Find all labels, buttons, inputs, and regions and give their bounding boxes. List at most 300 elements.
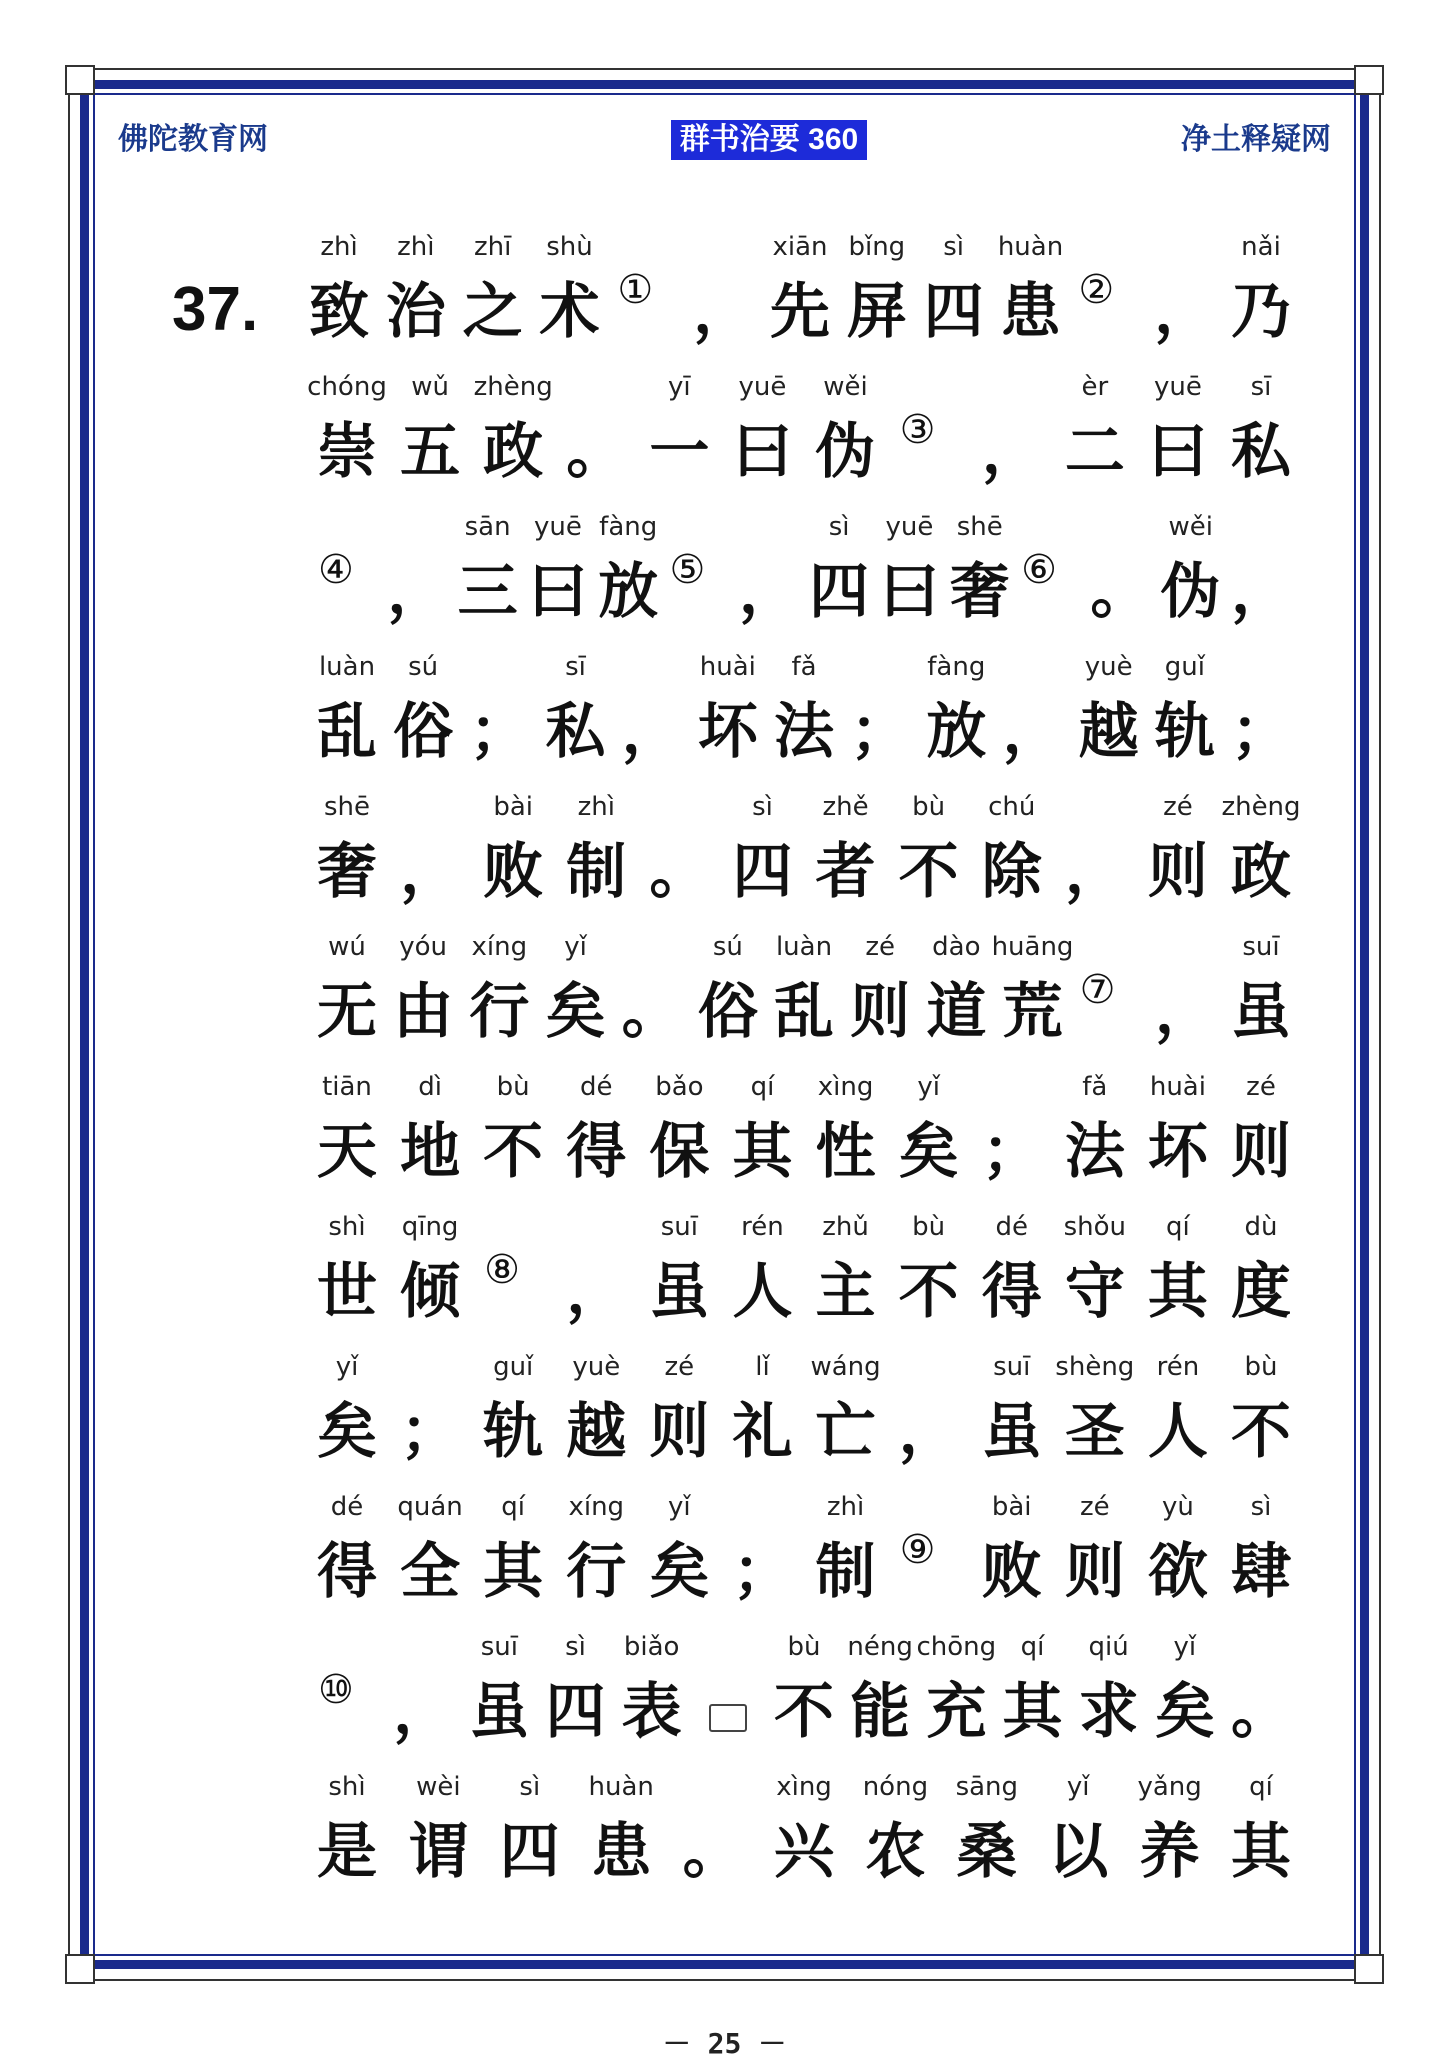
hanzi: 一	[649, 417, 710, 487]
hanzi-token	[941, 510, 1019, 650]
hanzi: 奢	[317, 837, 377, 907]
hanzi: 以	[1048, 1817, 1109, 1887]
pinyin: shē	[323, 792, 371, 822]
hanzi: 则	[1064, 1537, 1125, 1607]
hanzi: 之	[462, 277, 523, 347]
footnote-marker	[660, 510, 738, 650]
hanzi: 矣	[317, 1397, 377, 1467]
hanzi: 养	[1139, 1817, 1200, 1887]
header-book-title: 群书治要 360	[671, 120, 867, 160]
pinyin: bù	[496, 1072, 530, 1102]
hanzi-token	[308, 790, 386, 930]
text-line	[0, 1070, 1449, 1210]
hanzi: 政	[1231, 837, 1291, 907]
pinyin: rén	[741, 1212, 784, 1242]
text-line	[0, 1350, 1449, 1490]
pinyin: sì	[1250, 1492, 1272, 1522]
hanzi: 荒	[1002, 977, 1063, 1047]
hanzi: 是	[317, 1817, 377, 1887]
hanzi: 曰	[879, 557, 940, 627]
pinyin: suī	[480, 1632, 518, 1662]
text-line	[0, 790, 1449, 930]
hanzi: 屏	[846, 277, 907, 347]
hanzi: 败	[483, 837, 544, 907]
hanzi: 其	[1147, 1257, 1208, 1327]
punctuation-mark: ，	[387, 557, 448, 627]
hanzi: 三	[457, 557, 518, 627]
box-glyph	[689, 1672, 767, 1752]
hanzi: 保	[649, 1117, 710, 1187]
hanzi-token	[613, 1630, 691, 1770]
pinyin: yī	[668, 372, 691, 402]
hanzi: 乱	[774, 977, 834, 1047]
hanzi: 坏	[697, 697, 758, 767]
footnote-marker	[308, 1630, 386, 1770]
pinyin: wěi	[1168, 512, 1213, 542]
pinyin: suī	[1242, 932, 1280, 962]
hanzi: 伪	[1160, 557, 1221, 627]
pinyin: sì	[828, 512, 850, 542]
hanzi: 度	[1231, 1257, 1291, 1327]
hanzi-token	[1222, 230, 1300, 370]
pinyin: huài	[1149, 1072, 1206, 1102]
pinyin: sú	[712, 932, 743, 962]
hanzi: 四	[923, 277, 984, 347]
hanzi: 其	[1002, 1677, 1063, 1747]
punctuation-mark: 。	[649, 837, 710, 907]
hanzi: 越	[1078, 697, 1139, 767]
hanzi: 其	[732, 1117, 793, 1187]
pinyin: fǎ	[1082, 1072, 1108, 1102]
pinyin: guǐ	[493, 1352, 534, 1382]
punctuation-mark: ，	[1231, 557, 1291, 627]
pinyin: fǎ	[791, 652, 817, 682]
text-line	[0, 1630, 1449, 1770]
footnote-marker	[1070, 930, 1148, 1070]
pinyin: qīng	[401, 1212, 459, 1242]
hanzi: 乱	[317, 697, 377, 767]
punctuation-mark: ；	[400, 1397, 461, 1467]
hanzi: 地	[400, 1117, 461, 1187]
punctuation-mark: 。	[1090, 557, 1151, 627]
hanzi: 制	[815, 1537, 876, 1607]
pinyin: qí	[501, 1492, 526, 1522]
pinyin: wěi	[823, 372, 868, 402]
hanzi: 不	[898, 1257, 959, 1327]
punctuation	[1222, 1630, 1300, 1770]
pinyin: zhèng	[473, 372, 553, 402]
hanzi: 术	[539, 277, 600, 347]
pinyin: zé	[865, 932, 895, 962]
hanzi: 矣	[1154, 1677, 1215, 1747]
entry-number: 37.	[172, 275, 259, 344]
hanzi: 政	[483, 417, 544, 487]
pinyin: zé	[1163, 792, 1193, 822]
text-line	[0, 1210, 1449, 1350]
hanzi: 倾	[400, 1257, 461, 1327]
header-right-site-name: 净土释疑网	[1181, 123, 1331, 156]
hanzi: 其	[1231, 1817, 1291, 1887]
hanzi: 圣	[1064, 1397, 1125, 1467]
pinyin: néng	[847, 1632, 913, 1662]
hanzi: 曰	[732, 417, 793, 487]
pinyin: zhě	[822, 792, 869, 822]
hanzi: 人	[1147, 1397, 1208, 1467]
hanzi: 道	[926, 977, 987, 1047]
hanzi: 四	[545, 1677, 606, 1747]
hanzi-token	[1146, 1630, 1224, 1770]
hanzi: 制	[566, 837, 627, 907]
footnote-number: ⑤	[669, 547, 706, 593]
pinyin: chú	[988, 792, 1036, 822]
pinyin: bǐng	[848, 232, 906, 262]
hanzi: 得	[981, 1257, 1042, 1327]
pinyin: bù	[912, 1212, 946, 1242]
hanzi: 者	[815, 837, 876, 907]
hanzi-token	[890, 1070, 968, 1210]
hanzi: 败	[981, 1537, 1042, 1607]
footnote-number: ⑩	[318, 1667, 354, 1713]
punctuation-mark: ，	[1064, 837, 1125, 907]
pinyin: zé	[664, 1352, 695, 1382]
punctuation-mark: ；	[981, 1117, 1042, 1187]
pinyin: shì	[328, 1212, 366, 1242]
punctuation-mark: ，	[738, 557, 799, 627]
pinyin: yù	[1161, 1492, 1194, 1522]
pinyin: yǎng	[1137, 1772, 1202, 1802]
hanzi: 放	[598, 557, 659, 627]
hanzi: 得	[317, 1537, 377, 1607]
hanzi-token	[1222, 1490, 1300, 1630]
punctuation-mark: ，	[898, 1397, 959, 1467]
hanzi: 崇	[317, 417, 377, 487]
pinyin: yóu	[399, 932, 448, 962]
hanzi: 先	[770, 277, 830, 347]
hanzi: 放	[926, 697, 987, 767]
pinyin: suī	[660, 1212, 698, 1242]
text-line	[0, 650, 1449, 790]
pinyin: zhì	[320, 232, 358, 262]
pinyin: dào	[932, 932, 981, 962]
hanzi: 患	[1000, 277, 1061, 347]
pinyin: yuē	[738, 372, 787, 402]
pinyin: èr	[1081, 372, 1109, 402]
pinyin: zhī	[473, 232, 512, 262]
hanzi: 其	[483, 1537, 544, 1607]
pinyin: sì	[519, 1772, 541, 1802]
punctuation-mark: ；	[1231, 697, 1291, 767]
pinyin: zé	[1079, 1492, 1110, 1522]
hanzi-token	[1222, 930, 1300, 1070]
punctuation-mark: ，	[1154, 977, 1215, 1047]
hanzi: 法	[774, 697, 834, 767]
pinyin: xíng	[568, 1492, 625, 1522]
hanzi: 轨	[1154, 697, 1215, 767]
hanzi: 私	[545, 697, 606, 767]
pinyin: nóng	[862, 1772, 929, 1802]
pinyin: bù	[787, 1632, 821, 1662]
hanzi: 致	[309, 277, 369, 347]
hanzi: 求	[1078, 1677, 1139, 1747]
pinyin: yǐ	[917, 1072, 940, 1102]
pinyin: shǒu	[1063, 1212, 1127, 1242]
hanzi: 不	[483, 1117, 544, 1187]
punctuation-mark: 。	[682, 1817, 743, 1887]
hanzi: 虽	[649, 1257, 710, 1327]
punctuation-mark: ；	[469, 697, 530, 767]
hanzi: 坏	[1147, 1117, 1208, 1187]
hanzi: 礼	[732, 1397, 793, 1467]
punctuation	[1222, 650, 1300, 790]
hanzi: 则	[850, 977, 911, 1047]
pinyin: lǐ	[755, 1352, 770, 1382]
pinyin: dù	[1244, 1212, 1278, 1242]
hanzi: 四	[732, 837, 793, 907]
pinyin: xìng	[817, 1072, 874, 1102]
hanzi-token	[765, 650, 843, 790]
hanzi: 奢	[949, 557, 1010, 627]
pinyin: yǐ	[1173, 1632, 1197, 1662]
hanzi-token	[807, 1490, 885, 1630]
hanzi: 肆	[1231, 1537, 1291, 1607]
footnote-number: ⑨	[899, 1527, 936, 1573]
hanzi-token	[1222, 1350, 1300, 1490]
footnote-number: ⑥	[1021, 547, 1057, 593]
hanzi: 不	[774, 1677, 834, 1747]
pinyin: yuè	[572, 1352, 621, 1382]
hanzi: 虽	[981, 1397, 1042, 1467]
pinyin: shèng	[1055, 1352, 1135, 1382]
hanzi-token	[537, 930, 615, 1070]
pinyin: yuē	[885, 512, 934, 542]
punctuation-mark: ，	[400, 837, 461, 907]
hanzi: 曰	[527, 557, 588, 627]
pinyin: tiān	[322, 1072, 372, 1102]
pinyin: huàn	[997, 232, 1064, 262]
hanzi: 全	[400, 1537, 461, 1607]
pinyin: xíng	[471, 932, 528, 962]
pinyin: fàng	[927, 652, 986, 682]
punctuation-mark: ，	[981, 417, 1042, 487]
hanzi: 则	[1231, 1117, 1291, 1187]
pinyin: shì	[328, 1772, 366, 1802]
pinyin: qí	[1020, 1632, 1045, 1662]
pinyin: bǎo	[655, 1072, 704, 1102]
hanzi-token	[582, 1770, 660, 1910]
text-line	[0, 510, 1449, 650]
hanzi-token	[1222, 1210, 1300, 1350]
pinyin: rén	[1156, 1352, 1200, 1382]
pinyin: bù	[912, 792, 946, 822]
punctuation-mark: ，	[693, 277, 754, 347]
hanzi: 亡	[815, 1397, 876, 1467]
pinyin: dé	[330, 1492, 364, 1522]
pinyin: luàn	[318, 652, 376, 682]
punctuation-mark: ，	[566, 1257, 627, 1327]
hanzi: 欲	[1147, 1537, 1208, 1607]
hanzi-token	[1146, 650, 1224, 790]
hanzi: 主	[815, 1257, 876, 1327]
hanzi-token	[973, 790, 1051, 930]
page-number: － 25 －	[662, 2027, 787, 2060]
pinyin: dé	[580, 1072, 613, 1102]
hanzi: 法	[1064, 1117, 1125, 1187]
footnote-number: ⑧	[484, 1247, 521, 1293]
hanzi: 曰	[1147, 417, 1208, 487]
hanzi-token	[991, 930, 1074, 1070]
corner-ornament	[65, 65, 95, 95]
hanzi: 越	[566, 1397, 627, 1467]
pinyin: sān	[464, 512, 511, 542]
hanzi: 私	[1231, 417, 1291, 487]
corner-ornament	[1354, 65, 1384, 95]
hanzi: 兴	[774, 1817, 834, 1887]
hanzi: 能	[850, 1677, 911, 1747]
hanzi-token	[917, 650, 995, 790]
pinyin: qiú	[1088, 1632, 1129, 1662]
pinyin: qí	[1249, 1772, 1273, 1802]
pinyin: huàn	[588, 1772, 654, 1802]
pinyin: qí	[750, 1072, 775, 1102]
hanzi: 治	[385, 277, 446, 347]
punctuation-mark: ，	[621, 697, 682, 767]
footnote-marker	[890, 370, 968, 510]
pinyin: zhì	[397, 232, 435, 262]
hanzi: 农	[865, 1817, 926, 1887]
hanzi: 轨	[483, 1397, 544, 1467]
text-line	[0, 230, 1449, 370]
corner-ornament	[65, 1954, 95, 1984]
footnote-number: ③	[899, 407, 936, 453]
hanzi: 二	[1064, 417, 1125, 487]
hanzi-token	[1222, 1770, 1300, 1910]
hanzi-token	[807, 1350, 885, 1490]
hanzi: 患	[591, 1817, 652, 1887]
hanzi-token	[1222, 1070, 1300, 1210]
hanzi: 谓	[408, 1817, 469, 1887]
hanzi: 矣	[545, 977, 606, 1047]
hanzi: 性	[815, 1117, 876, 1187]
hanzi-token	[640, 1490, 718, 1630]
hanzi: 俗	[393, 697, 454, 767]
pinyin: dé	[995, 1212, 1028, 1242]
hanzi: 则	[1147, 837, 1208, 907]
hanzi: 五	[400, 417, 461, 487]
hanzi: 天	[317, 1117, 377, 1187]
pinyin: xìng	[776, 1772, 832, 1802]
hanzi: 由	[393, 977, 454, 1047]
pinyin: nǎi	[1241, 232, 1281, 262]
pinyin: fàng	[599, 512, 658, 542]
pinyin: guǐ	[1164, 652, 1205, 682]
pinyin: yǐ	[564, 932, 587, 962]
pinyin: chōng	[916, 1632, 997, 1662]
pinyin: qí	[1166, 1212, 1190, 1242]
hanzi-token	[308, 1350, 386, 1490]
pinyin: yuè	[1084, 652, 1133, 682]
pinyin: zhì	[826, 1492, 865, 1522]
pinyin: yǐ	[1066, 1772, 1090, 1802]
punctuation-mark: 。	[566, 417, 627, 487]
header-left-site-name: 佛陀教育网	[118, 123, 268, 156]
pinyin: wèi	[416, 1772, 461, 1802]
hanzi: 除	[981, 837, 1042, 907]
pinyin: dì	[418, 1072, 442, 1102]
hanzi-token	[992, 230, 1070, 370]
pinyin: wú	[328, 932, 366, 962]
pinyin: xiān	[772, 232, 828, 262]
pinyin: sì	[565, 1632, 586, 1662]
hanzi: 俗	[697, 977, 758, 1047]
hanzi: 世	[317, 1257, 377, 1327]
pinyin: zhì	[577, 792, 615, 822]
pinyin: luàn	[775, 932, 833, 962]
pinyin: shù	[546, 232, 593, 262]
pinyin: wáng	[810, 1352, 881, 1382]
pinyin: biǎo	[623, 1632, 680, 1662]
hanzi: 行	[566, 1537, 627, 1607]
pinyin: sī	[1250, 372, 1272, 402]
pinyin: zhèng	[1221, 792, 1301, 822]
footnote-marker	[1011, 510, 1089, 650]
pinyin: huài	[699, 652, 756, 682]
punctuation	[1222, 510, 1300, 650]
pinyin: sī	[565, 652, 586, 682]
hanzi: 人	[732, 1257, 793, 1327]
pinyin: yǐ	[335, 1352, 359, 1382]
pinyin: bài	[991, 1492, 1032, 1522]
hanzi-token	[537, 650, 615, 790]
punctuation-mark: ，	[1154, 277, 1215, 347]
hanzi: 四	[809, 557, 870, 627]
punctuation-mark: 。	[1231, 1677, 1291, 1747]
hanzi-token	[1222, 790, 1300, 930]
pinyin: yǐ	[668, 1492, 691, 1522]
hanzi: 表	[621, 1677, 682, 1747]
pinyin: suī	[993, 1352, 1031, 1382]
punctuation-mark: ；	[850, 697, 911, 767]
hanzi: 四	[499, 1817, 560, 1887]
pinyin: quán	[397, 1492, 463, 1522]
text-line	[0, 370, 1449, 510]
hanzi: 乃	[1231, 277, 1291, 347]
hanzi: 虽	[469, 1677, 530, 1747]
punctuation-mark: 。	[621, 977, 682, 1047]
hanzi: 虽	[1231, 977, 1291, 1047]
pinyin: wǔ	[411, 372, 449, 402]
footnote-number: ①	[617, 267, 654, 313]
pinyin: yuē	[1153, 372, 1202, 402]
punctuation-mark: ，	[393, 1677, 454, 1747]
hanzi-token	[1222, 370, 1300, 510]
pinyin: bù	[1244, 1352, 1278, 1382]
hanzi-token	[1152, 510, 1230, 650]
hanzi: 守	[1064, 1257, 1125, 1327]
hanzi-token	[557, 790, 635, 930]
pinyin: sāng	[955, 1772, 1019, 1802]
pinyin: bài	[493, 792, 533, 822]
hanzi: 伪	[815, 417, 876, 487]
hanzi: 不	[1231, 1397, 1291, 1467]
hanzi: 充	[926, 1677, 987, 1747]
text-line	[0, 1770, 1449, 1910]
pinyin: yuē	[533, 512, 582, 542]
pinyin: sú	[408, 652, 439, 682]
footnote-marker	[308, 510, 386, 650]
hanzi: 桑	[956, 1817, 1017, 1887]
hanzi-token	[531, 230, 609, 370]
pinyin: zhǔ	[822, 1212, 869, 1242]
